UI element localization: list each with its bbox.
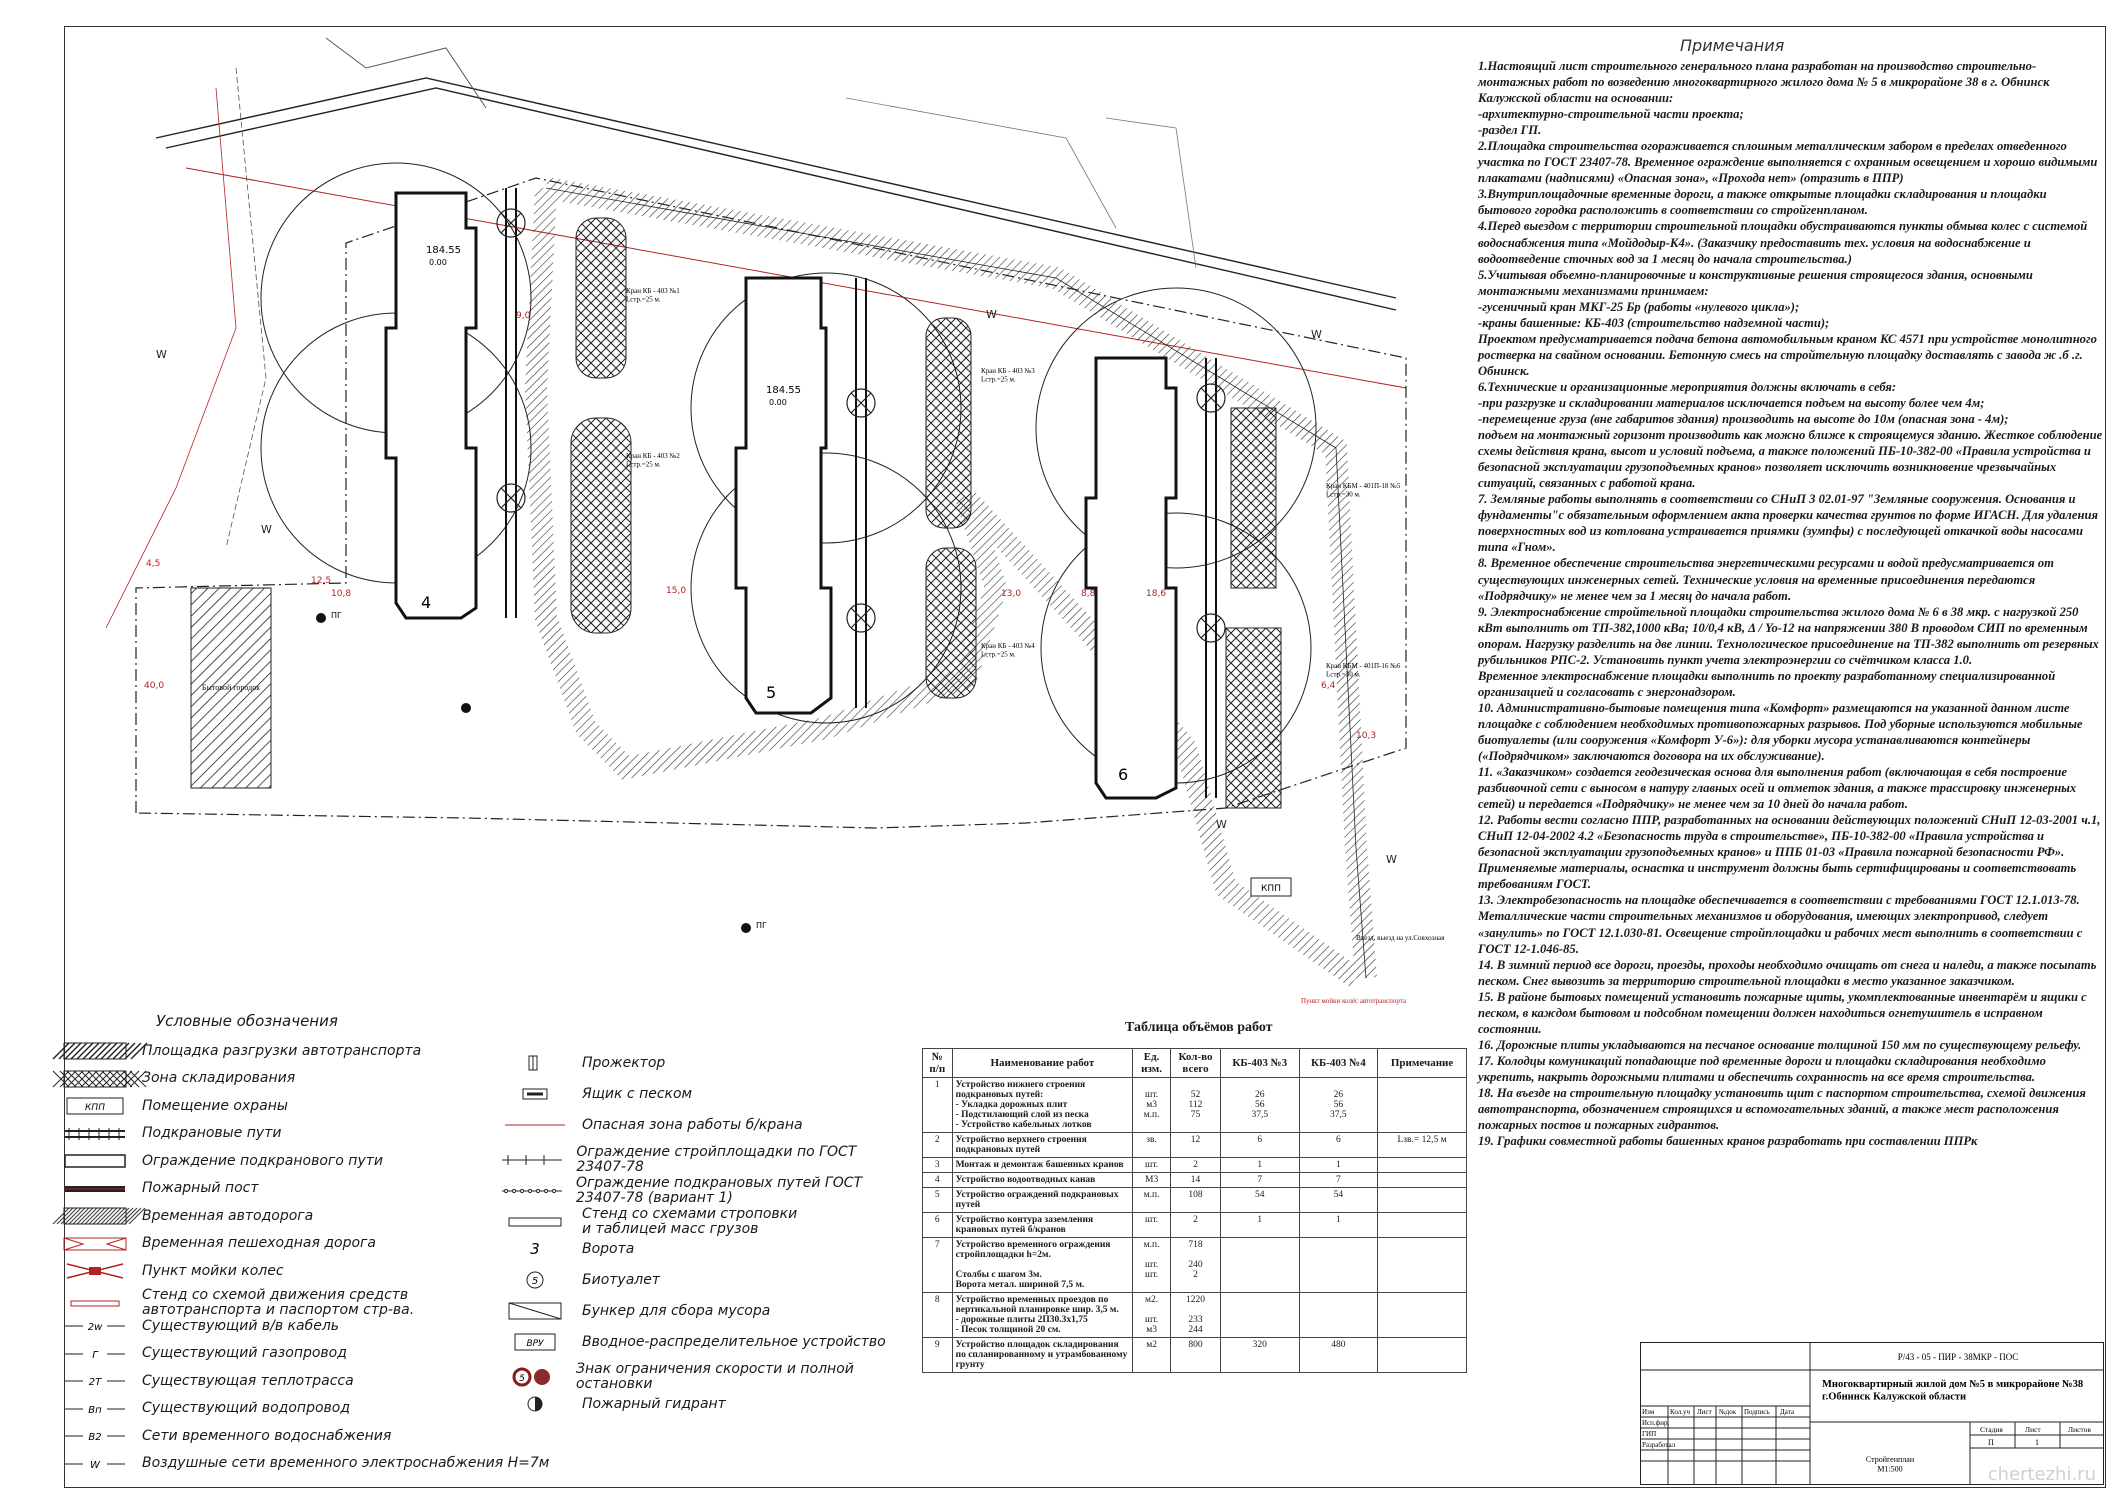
- col-header: Кол-во всего: [1170, 1049, 1220, 1078]
- line-icon: [60, 1425, 130, 1447]
- legend-item: [500, 1269, 660, 1291]
- dimension: 6,4: [1321, 681, 1336, 691]
- hydrant-marker: [316, 613, 751, 933]
- legend-item: [500, 1083, 692, 1105]
- table-cell: Устройство ограждений подкрановых путей: [952, 1188, 1133, 1213]
- crane-label: Кран КБ - 403 №2 Lстр.=25 м.: [626, 452, 680, 469]
- table-cell: 7: [1299, 1173, 1378, 1188]
- table-cell: [1378, 1173, 1467, 1188]
- wire-label: W: [1216, 818, 1227, 831]
- svg-text:В2: В2: [88, 1432, 102, 1443]
- legend-item: [500, 1393, 726, 1415]
- table-cell: 480: [1299, 1338, 1378, 1373]
- legend-item: [60, 1370, 354, 1392]
- table-row: [923, 1188, 1467, 1213]
- table-cell: зв.: [1133, 1133, 1171, 1158]
- walk-icon: [60, 1233, 130, 1255]
- legend-item: [60, 1233, 376, 1255]
- stamp-role: Разработал: [1642, 1441, 1676, 1449]
- svg-text:ПГ: ПГ: [756, 921, 767, 930]
- legend-title: Условные обозначения: [156, 1012, 338, 1030]
- legend-item: [500, 1300, 770, 1322]
- col-header: Ед. изм.: [1133, 1049, 1171, 1078]
- site-plan: [66, 28, 1466, 1013]
- dimension: 9,0: [516, 311, 531, 321]
- dimension: 10,3: [1356, 731, 1377, 741]
- table-cell: 6: [1220, 1133, 1299, 1158]
- col-header: № п/п: [923, 1049, 953, 1078]
- elevation-mark: 184.55: [426, 245, 461, 256]
- legend-label: Существующий газопровод: [142, 1345, 347, 1361]
- table-cell: 1: [1220, 1158, 1299, 1173]
- bunker-icon: [500, 1300, 570, 1322]
- table-cell: 14: [1170, 1173, 1220, 1188]
- kpp-label: КПП: [1261, 884, 1281, 894]
- crosshatch-icon: [60, 1068, 130, 1090]
- table-cell: Устройство площадок складирования по спланированному и утрамбованному грунту: [952, 1338, 1133, 1373]
- notes-title: Примечания: [1680, 36, 1785, 55]
- table-row: [923, 1238, 1467, 1293]
- svg-text:5: 5: [531, 1276, 539, 1287]
- svg-text:Стадия: Стадия: [1980, 1425, 2003, 1434]
- table-cell: [1378, 1188, 1467, 1213]
- wire-label: W: [261, 523, 272, 536]
- site-fence-icon: [500, 1149, 564, 1171]
- svg-text:1: 1: [2035, 1438, 2039, 1447]
- legend-item: [60, 1343, 347, 1365]
- svg-text:Изм: Изм: [1642, 1408, 1655, 1416]
- table-cell: 1: [1220, 1213, 1299, 1238]
- legend-label: Прожектор: [582, 1054, 666, 1071]
- svg-text:Листов: Листов: [2068, 1425, 2091, 1434]
- table-cell: 8: [923, 1293, 953, 1338]
- table-cell: 2: [923, 1133, 953, 1158]
- svg-text:Лист: Лист: [1697, 1408, 1712, 1416]
- dimension: 18,6: [1146, 589, 1167, 599]
- table-cell: 1: [1299, 1213, 1378, 1238]
- sandbox-icon: [500, 1083, 570, 1105]
- table-cell: [1220, 1293, 1299, 1338]
- legend-label: Зона складирования: [142, 1070, 296, 1086]
- legend-label: Стенд со схемой движения средств автотранспорта и паспортом стр-ва.: [142, 1286, 415, 1318]
- table-cell: 5: [923, 1188, 953, 1213]
- legend-label: Существующий водопровод: [142, 1400, 351, 1416]
- legend-label: Временная автодорога: [142, 1207, 314, 1224]
- table-cell: 800: [1170, 1338, 1220, 1373]
- legend-label: Опасная зона работы б/крана: [582, 1116, 803, 1133]
- line-icon: [60, 1453, 130, 1475]
- legend-label: Вводное-распределительное устройство: [582, 1333, 886, 1350]
- legend-label: Площадка разгрузки автотранспорта: [142, 1042, 422, 1059]
- table-cell: 6: [1299, 1133, 1378, 1158]
- building-4: [386, 193, 476, 618]
- legend: [60, 1012, 900, 1482]
- line-icon: [60, 1343, 130, 1365]
- legend-item: [60, 1068, 295, 1090]
- legend-item: [500, 1331, 886, 1353]
- building-number: 5: [766, 683, 777, 702]
- table-cell: 4: [923, 1173, 953, 1188]
- table-cell: 12: [1170, 1133, 1220, 1158]
- svg-text:0.00: 0.00: [429, 258, 447, 267]
- svg-text:КПП: КПП: [85, 1103, 105, 1113]
- svg-text:ПГ: ПГ: [331, 611, 342, 620]
- legend-item: [60, 1453, 549, 1475]
- legend-label: Ограждение подкранового пути: [142, 1152, 383, 1169]
- table-cell: 26 56 37,5: [1220, 1078, 1299, 1133]
- legend-item: [500, 1176, 900, 1206]
- table-cell: [1378, 1078, 1467, 1133]
- table-cell: 3: [923, 1158, 953, 1173]
- storage-area: [576, 218, 626, 378]
- legend-item: [500, 1052, 665, 1074]
- exit-label: Въезд, выезд на ул.Совхозная: [1356, 934, 1445, 942]
- legend-label: Воздушные сети временного электроснабжения H=7м: [142, 1455, 550, 1471]
- svg-text:Кол.уч: Кол.уч: [1670, 1408, 1690, 1416]
- crane-label: Кран КБ - 403 №3 Lстр.=25 м.: [981, 367, 1035, 384]
- table-cell: 7: [1220, 1173, 1299, 1188]
- fence-box-icon: [60, 1150, 130, 1172]
- table-cell: 2: [1170, 1213, 1220, 1238]
- wire-label: W: [1311, 328, 1322, 341]
- col-header: КБ-403 №4: [1299, 1049, 1378, 1078]
- legend-item: [60, 1040, 421, 1062]
- line-icon: [60, 1398, 130, 1420]
- dimension: 4,5: [146, 559, 161, 569]
- legend-item: [60, 1123, 281, 1145]
- crane-label: Кран КБМ - 401П-16 №6 Lстр.=30 м.: [1326, 662, 1401, 679]
- table-cell: 1: [923, 1078, 953, 1133]
- volumes-title: Таблица объёмов работ: [1125, 1020, 1273, 1035]
- table-cell: Монтаж и демонтаж башенных кранов: [952, 1158, 1133, 1173]
- hydrant-icon: [500, 1393, 570, 1415]
- dimension: 10,8: [331, 589, 352, 599]
- dimension: 8,8: [1081, 589, 1096, 599]
- table-cell: шт. м3 м.п.: [1133, 1078, 1171, 1133]
- speed-icon: [500, 1366, 564, 1388]
- wire-label: W: [986, 308, 997, 321]
- table-cell: [1378, 1238, 1467, 1293]
- table-cell: 108: [1170, 1188, 1220, 1213]
- table-cell: Устройство нижнего строения подкрановых путей: - Укладка дорожных плит - Подстилающий слой из песка - Устройство кабельных лотков: [952, 1078, 1133, 1133]
- legend-label: Пожарный пост: [142, 1180, 259, 1196]
- legend-item: [60, 1205, 313, 1227]
- legend-label: Стенд со схемами строповки и таблицей масс грузов: [582, 1206, 798, 1237]
- table-cell: Устройство временного ограждения стройплощадки h=2м. Столбы с шагом 3м. Ворота метал. шириной 7,5 м.: [952, 1238, 1133, 1293]
- danger-icon: [500, 1114, 570, 1136]
- wash-label: Пункт мойки колёс автотранспорта: [1301, 997, 1407, 1005]
- table-cell: Устройство верхнего строения подкрановых путей: [952, 1133, 1133, 1158]
- legend-label: Ограждение стройплощадки по ГОСТ 23407-78: [576, 1144, 857, 1175]
- table-row: [923, 1078, 1467, 1133]
- table-cell: 26 56 37,5: [1299, 1078, 1378, 1133]
- legend-label: Ящик с песком: [582, 1085, 693, 1102]
- stand-icon: [60, 1292, 130, 1314]
- legend-item: [60, 1425, 391, 1447]
- existing-road: [156, 78, 1396, 298]
- svg-text:3: 3: [530, 1240, 540, 1258]
- building-6: [1086, 358, 1176, 798]
- svg-text:№док: №док: [1719, 1408, 1737, 1416]
- crane-label: Кран КБ - 403 №4 Lстр.=25 м.: [981, 642, 1035, 659]
- svg-text:Г: Г: [92, 1349, 98, 1361]
- legend-item: [60, 1398, 350, 1420]
- box-icon: [60, 1095, 130, 1117]
- table-cell: 9: [923, 1338, 953, 1373]
- vru-icon: [500, 1331, 570, 1353]
- table-cell: 54: [1299, 1188, 1378, 1213]
- table-cell: м.п.: [1133, 1188, 1171, 1213]
- legend-label: Помещение охраны: [142, 1097, 288, 1114]
- table-cell: [1299, 1293, 1378, 1338]
- svg-text:2Т: 2Т: [88, 1377, 102, 1388]
- svg-text:2w: 2w: [87, 1322, 103, 1333]
- table-cell: 1220 233 244: [1170, 1293, 1220, 1338]
- svg-text:5: 5: [519, 1374, 525, 1384]
- crane-label: Кран КБ - 403 №1 Lстр.=25 м.: [626, 287, 680, 304]
- table-cell: Lзв.= 12,5 м: [1378, 1133, 1467, 1158]
- table-cell: [1299, 1238, 1378, 1293]
- table-cell: 1: [1299, 1158, 1378, 1173]
- table-row: [923, 1133, 1467, 1158]
- legend-item: [60, 1288, 414, 1318]
- legend-label: Бункер для сбора мусора: [582, 1302, 771, 1319]
- legend-label: Биотуалет: [582, 1271, 661, 1288]
- table-cell: 52 112 75: [1170, 1078, 1220, 1133]
- gate-icon: [500, 1238, 570, 1260]
- legend-label: Пункт мойки колес: [142, 1262, 284, 1279]
- table-cell: Устройство временных проездов по вертикальной планировке шир. 3,5 м. - дорожные плиты 2П30.3х1,75 - Песок толщиной 20 см.: [952, 1293, 1133, 1338]
- stamp-role: Исп.фир.: [1642, 1419, 1670, 1427]
- table-cell: Устройство контура заземления крановых путей б/кранов: [952, 1213, 1133, 1238]
- legend-label: Сети временного водоснабжения: [142, 1427, 392, 1444]
- col-header: Примечание: [1378, 1049, 1467, 1078]
- line-icon: [60, 1370, 130, 1392]
- dimension: 13,0: [1001, 589, 1022, 599]
- wash-icon: [60, 1260, 130, 1282]
- legend-item: [60, 1095, 288, 1117]
- notes-text: 1.Настоящий лист строительного генерального плана разработан на производство строительно-монтажных работ по возведению многоквартирного жилого дома № 5 в микрорайоне 38 в г. Обнинск Калужской области на основании: -архитектурно-строительной части проекта; -раздел ГП. 2.Площадка строительства огораживается сплошным металлическим забором в пределах отведенного участка по ГОСТ 23407-78. Временное ограждение выполняется с охранным освещением и хорошо видимыми плакатами (надписями) «Опасная зона», «Прохода нет» (отразить в ППР) 3.Внутриплощадочные временные дороги, а также открытые площадки складирования и площадки бытового городка расположить в соответствии со стройгенпланом. 4.Перед выездом с территории строительной площадки обустраиваются пункты обмыва колес с системой водоснабжения типа «Мойдодыр-К4». (Заказчику предоставить тех. условия на водоснабжение и водоотведение сточных вод за 1 месяц до начала строительства.) 5.Учитывая объемно-планировочные и конструктивные решения строящегося здания, основными монтажными механизмами принимаем: -гусеничный кран МКГ-25 Бр (работы «нулевого цикла»); -краны башенные: КБ-403 (строительство надземной части); Проектом предусматривается подача бетона автомобильным краном КС 4571 при устройстве монолитного ростверка на свайном основании. Бетонную смесь на стройтельную площадку доставлять с завода ж .б .г. Обнинск. 6.Технические и организационные мероприятия должны включать в себя: -при разгрузке и складировании материалов исключается подъем на высоту более чем 4м; -перемещение груза (вне габаритов здания) производить на высоте до 10м (опасная зона - 4м); подъем на монтажный горизонт производить как можно ближе к строящемуся зданию. Жесткое соблюдение схемы действия крана, высот и условий подъема, а также положений ПБ-10-382-00 «Правила устройства и безопасной эксплуатации грузоподъемных кранов» позволяет исключить возникновение чрезвычайных ситуаций, связанных с работой крана. 7. Земляные работы выполнять в соответствии со СНиП 3 02.01-97 "Земляные сооружения. Основания и фундаменты"с обязательным оформлением акта проверки качества грунтов по форме ИГАСН. Для удаления поверхностных вод из котлована устраивается приямки (зумпфы) с последующей откачкой воды насосами типа «Гном». 8. Временное обеспечение строительства энергетическими ресурсами и водой предусматривается от существующих инженерных сетей. Технические условия на временные присоединения передаются «Подрядчику» не менее чем за 1 месяц до начала работ. 9. Электроснабжение стройтельной площадки строительства жилого дома № 6 в 38 мкр. с нагрузкой 250 кВт выполнить от ТП-382,1000 кВа; 10/0,4 кВ, Δ / Yo-12 на напряжении 380 В проводом СИП по временным опорам. Нагрузку разделить на две линии. Технологическое присоединение на ТП-382 выполнить от резервных рубильников РПС-2. Установить пункт учета электроэнергии со счётчиком класса 1.0. Временное электроснабжение площадки выполнить по проекту разработанному специализированной организацией и согласовать с энергонадзором. 10. Административно-бытовые помещения типа «Комфорт» размещаются на указанной данном листе площадке с соблюдением необходимых противопожарных разрывов. Под уборные используются мобильные биотуалеты (или сооружения «Комфорт У-6»): для уборки мусора устанавливаются контейнеры («Подрядчиком» заключаются договора на их обслуживание). 11. «Заказчиком» создается геодезическая основа для выполнения работ (включающая в себя построение разбивочной сети с выносом в натуру главных осей и отметок здания, а также трассировку инженерных сетей) и передается «Подрядчику» не менее чем за 10 дней до начала работ. 12. Работы вести согласно ППР, разработанных на основании действующих положений СНиП 12-03-2001 ч.1, СНиП 12-04-2002 4.2 «Безопасность труда в строительстве», ПБ-10-382-00 «Правила устройства и безопасной эксплуатации грузоподъемных кранов» и ППБ 01-03 «Правила пожарной безопасности РФ». Применяемые материалы, оснастка и инструмент должны быть сертифицированы и соответствовать требованиям ГОСТ. 13. Электробезопасность на площадке обеспечивается в соответствии с требованиями ГОСТ 12.1.013-78. Металлические части строительных механизмов и оборудования, имеющих электропривод, следует «занулить» по ГОСТ 12.1.030-81. Освещение стройплощадки и рабочих мест выполнить в соответствии с ГОСТ 12-1.046-85. 14. В зимний период все дороги, проезды, проходы необходимо очищать от снега и наледи, а также посыпать песком. Снег вывозить за территорию строительной площадки в место указанное заказчиком. 15. В районе бытовых помещений установить пожарные щиты, укомплектованные инвентарём и ящики с песком, в каждом бытовом и подсобном помещении должен находиться огнетушитель в исправном состоянии. 16. Дорожные плиты укладываются на песчаное основание толщиной 150 мм по существующему рельефу. 17. Колодцы комуникаций попадающие под временные дороги и площадки складирования необходимо укрепить, накрыть дорожными плитами и обеспечить сохранность на все время строительства. 18. На въезде на строительную площадку установить щит с паспортом строительства, схемой движения автотранспорта, обозначением строящихся и вспомогательных зданий, а также мест расположения пожарных постов и пожарных гидрантов. 19. Графики совместной работы башенных кранов разработать при составлении ППРк: [1478, 59, 2103, 1149]
- wire-label: W: [1386, 853, 1397, 866]
- stamp-sheet: Стройгенплан М1:500: [1865, 1455, 1915, 1474]
- table-cell: 54: [1220, 1188, 1299, 1213]
- table-cell: шт.: [1133, 1213, 1171, 1238]
- sling-icon: [500, 1211, 570, 1233]
- rails-icon: [60, 1123, 130, 1145]
- legend-label: Существующий в/в кабель: [142, 1317, 340, 1334]
- table-cell: 7: [923, 1238, 953, 1293]
- watermark: chertezhi.ru: [1987, 1464, 2096, 1485]
- legend-label: Знак ограничения скорости и полной остановки: [576, 1361, 854, 1392]
- legend-item: [500, 1238, 634, 1260]
- building-5: [736, 278, 831, 713]
- table-cell: м2. шт. м3: [1133, 1293, 1171, 1338]
- svg-text:W: W: [90, 1459, 100, 1471]
- table-cell: 2: [1170, 1158, 1220, 1173]
- stamp-object: Многоквартирный жилой дом №5 в микрорайоне №38 г.Обнинск Калужской области: [1822, 1379, 2084, 1403]
- dimension: 15,0: [666, 586, 687, 596]
- legend-item: [60, 1150, 383, 1172]
- legend-item: [60, 1260, 284, 1282]
- line-icon: [60, 1315, 130, 1337]
- table-cell: М3: [1133, 1173, 1171, 1188]
- svg-text:П: П: [1988, 1438, 1994, 1447]
- legend-item: [500, 1207, 797, 1237]
- table-cell: шт.: [1133, 1158, 1171, 1173]
- table-cell: м2: [1133, 1338, 1171, 1373]
- fire-post-icon: [60, 1178, 130, 1200]
- legend-item: [60, 1178, 259, 1200]
- svg-text:Дата: Дата: [1780, 1408, 1794, 1416]
- wire-label: W: [156, 348, 167, 361]
- legend-label: Ограждение подкрановых путей ГОСТ 23407-78 (вариант 1): [576, 1175, 863, 1206]
- toilet-icon: [500, 1269, 570, 1291]
- table-row: [923, 1338, 1467, 1373]
- svg-text:ВРУ: ВРУ: [526, 1339, 544, 1349]
- rail-fence-icon: [500, 1180, 564, 1202]
- table-cell: [1378, 1338, 1467, 1373]
- legend-label: Временная пешеходная дорога: [142, 1235, 376, 1251]
- legend-item: [500, 1362, 900, 1392]
- elevation-mark: 184.55: [766, 385, 801, 396]
- table-cell: 6: [923, 1213, 953, 1238]
- table-row: [923, 1173, 1467, 1188]
- legend-label: Пожарный гидрант: [582, 1395, 726, 1412]
- legend-label: Подкрановые пути: [142, 1125, 282, 1141]
- table-cell: [1378, 1213, 1467, 1238]
- col-header: Наименование работ: [952, 1049, 1133, 1078]
- table-cell: [1220, 1238, 1299, 1293]
- lamp-icon: [500, 1052, 570, 1074]
- road-icon: [60, 1205, 130, 1227]
- svg-text:Лист: Лист: [2025, 1425, 2041, 1434]
- building-number: 6: [1118, 765, 1129, 784]
- table-row: [923, 1293, 1467, 1338]
- table-cell: [1378, 1293, 1467, 1338]
- table-cell: Устройство водоотводных канав: [952, 1173, 1133, 1188]
- table-cell: 718 240 2: [1170, 1238, 1220, 1293]
- table-cell: м.п. шт. шт.: [1133, 1238, 1171, 1293]
- stamp-role: ГИП: [1642, 1430, 1657, 1438]
- stamp-code: Р/43 - 05 - ПИР - 38МКР - ПОС: [1897, 1352, 2019, 1362]
- table-row: [923, 1213, 1467, 1238]
- table-cell: [1378, 1158, 1467, 1173]
- legend-item: [60, 1315, 339, 1337]
- table-row: [923, 1158, 1467, 1173]
- hatch-icon: [60, 1040, 130, 1062]
- volumes-table: [922, 1048, 1467, 1373]
- legend-item: [500, 1114, 803, 1136]
- dimension: 40,0: [144, 681, 165, 691]
- household-label: Бытовой городок: [201, 683, 261, 692]
- building-number: 4: [421, 593, 432, 612]
- table-cell: 320: [1220, 1338, 1299, 1373]
- svg-text:0.00: 0.00: [769, 398, 787, 407]
- legend-label: Ворота: [582, 1240, 635, 1257]
- svg-text:Подпись: Подпись: [1744, 1408, 1770, 1416]
- legend-item: [500, 1145, 900, 1175]
- dimension: 12,5: [311, 576, 332, 586]
- legend-label: Существующая теплотрасса: [142, 1372, 354, 1389]
- col-header: КБ-403 №3: [1220, 1049, 1299, 1078]
- svg-text:Вп: Вп: [88, 1404, 102, 1416]
- crane-label: Кран КБМ - 401П-18 №5 Lстр.=30 м.: [1326, 482, 1401, 499]
